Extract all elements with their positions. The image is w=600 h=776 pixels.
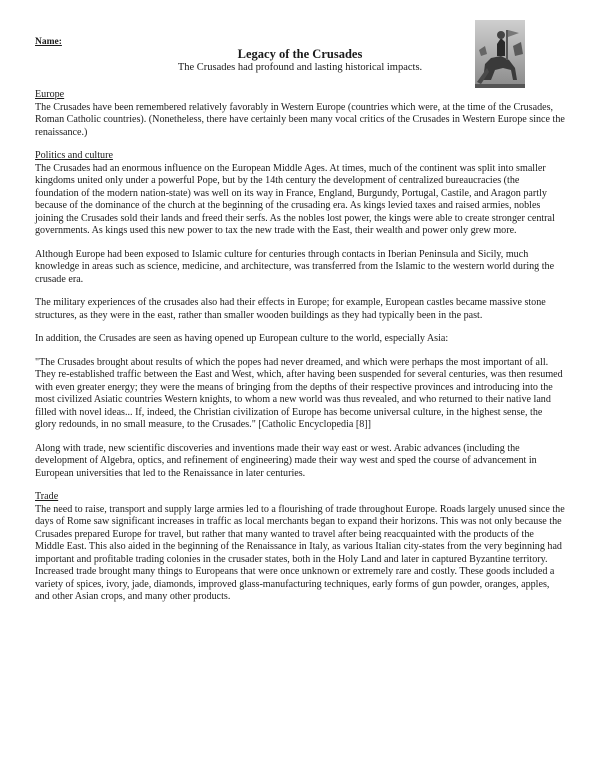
section-heading-europe: Europe [35, 89, 65, 100]
paragraph: Along with trade, new scientific discoveries and inventions made their way east or west. Arabic advances (including the development of Algebra, optics, and refinement of engineering) made their way west and sped the course of advancement in European universities that led to the Renaissance in later centuries. [35, 442, 537, 479]
page-subtitle: The Crusades had profound and lasting historical impacts. [177, 62, 423, 73]
paragraph: The military experiences of the crusades also had their effects in Europe; for example, European castles became massive stone structures, as they were in the east, rather than smaller wooden buildings as they had typically been in the past. [35, 297, 546, 321]
document-body [35, 89, 565, 615]
quote-paragraph: "The Crusades brought about results of which the popes had never dreamed, and which were perhaps the most important of all. They re-established traffic between the East and West, which, after having been suspended for several centuries, was then resumed with even greater energy; they were the means of bringing from the depths of their respective provinces and introducing into the most civilized Asiatic countries Western knights, to whom a new world was thus revealed, and who returned to their native land filled with novel ideas... If, indeed, the Christian civilization of Europe has become universal culture, in the highest sense, the glory redounds, in no small measure, to the Crusades." [Catholic Encyclopedia [8]] [35, 356, 563, 430]
section-heading-trade: Trade [35, 491, 59, 502]
section-heading-politics: Politics and culture [35, 150, 113, 161]
paragraph: The need to raise, transport and supply large armies led to a flourishing of trade throughout Europe. Roads largely unused since the days of Rome saw significant increases in traffic as local merchants began to expand their horizons. This was not only because the Crusades prepared Europe for travel, but rather that many wanted to travel after being reacquainted with the products of the Middle East. This also aided in the beginning of the Renaissance in Italy, as various Italian city-states from the very beginning had important and profitable trading colonies in the crusader states, both in the Holy Land and later in captured Byzantine territory. Increased trade brought many things to Europeans that were once unknown or extremely rare and costly. These goods included a variety of spices, ivory, jade, diamonds, improved glass-manufacturing techniques, early forms of gun powder, oranges, apples, and other Asian crops, and many other products. [35, 503, 565, 602]
paragraph: In addition, the Crusades are seen as having opened up European culture to the world, especially Asia: [35, 333, 449, 344]
paragraph: Although Europe had been exposed to Islamic culture for centuries through contacts in Iberian Peninsula and Sicily, much knowledge in areas such as science, medicine, and architecture, was transferred from the Islamic to the western world during the crusade era. [35, 248, 555, 285]
paragraph: The Crusades had an enormous influence on the European Middle Ages. At times, much of the continent was split into smaller kingdoms united only under a powerful Pope, but by the 14th century the development of centralized bureaucracies (the foundation of the modern nation-state) was well on its way in France, England, Burgundy, Portugal, Castile, and Aragon partly because of the dominance of the church at the beginning of the crusading era. As kings levied taxes and raised armies, nobles joining the Crusades sold their lands and freed their serfs. As the nobles lost power, the kings were able to create stronger central governments. As kings used this new power to tax the new trade with the East, their wealth and power only grew more. [35, 162, 555, 236]
page-title: Legacy of the Crusades [237, 47, 363, 61]
name-label: Name: [35, 37, 62, 47]
paragraph: The Crusades have been remembered relatively favorably in Western Europe (countries which were, at the time of the Crusades, Roman Catholic countries). (Nonetheless, there have certainly been many vocal critics of the Crusades in Western Europe since the renaissance.) [35, 101, 565, 138]
